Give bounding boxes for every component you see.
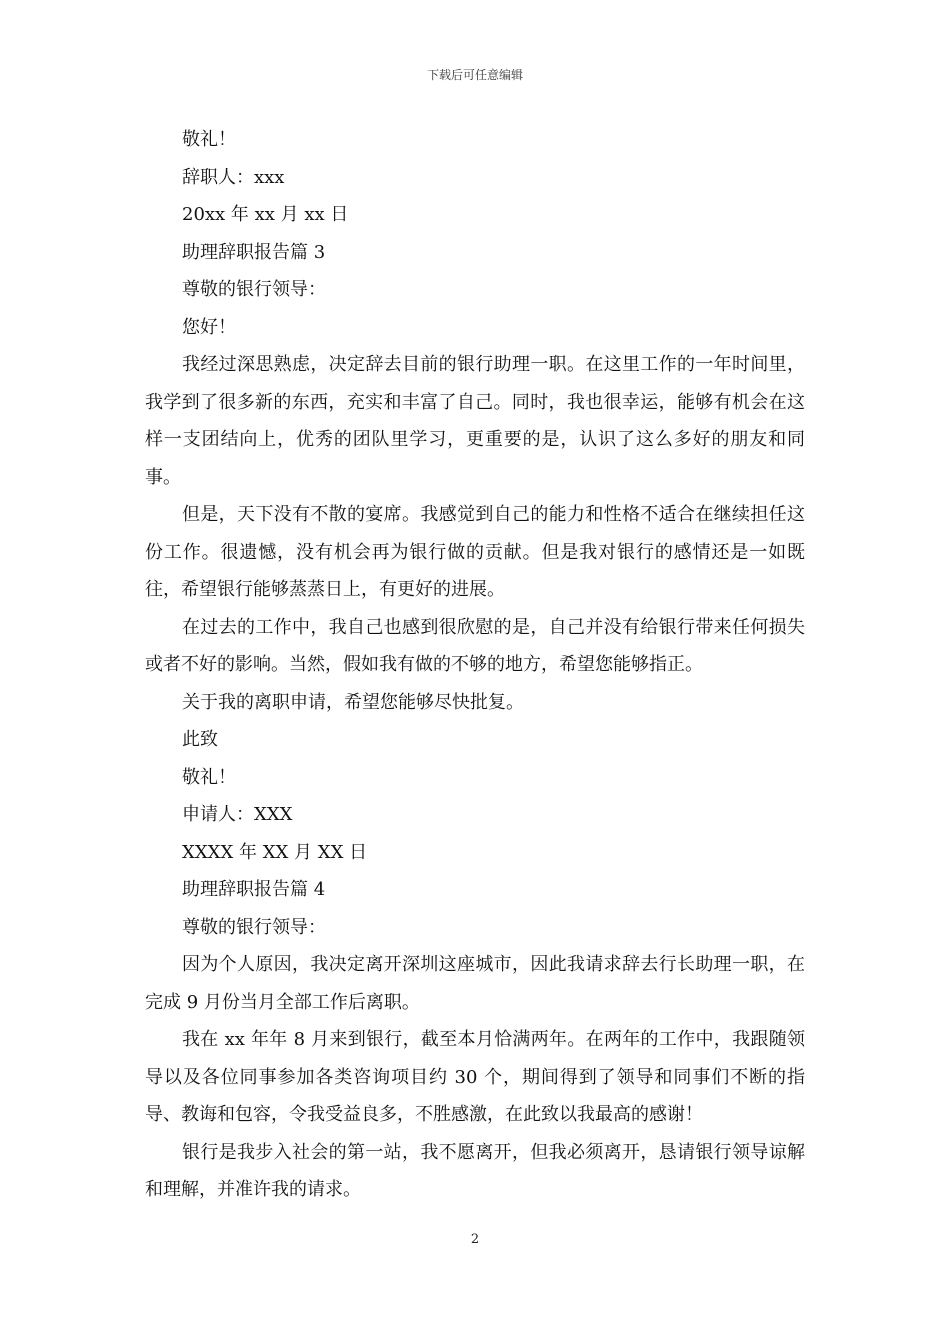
date-line: 20xx 年 xx 月 xx 日: [182, 204, 349, 225]
page-number: 2: [470, 1232, 480, 1247]
resigner-signature: 辞职人：xxx: [182, 166, 285, 188]
document-body: [145, 121, 805, 1209]
request-line: 关于我的离职申请，希望您能够尽快批复。: [182, 691, 524, 713]
applicant-signature: 申请人：XXX: [182, 804, 293, 825]
closing-salute: 敬礼！: [182, 766, 236, 788]
body-paragraph: 因为个人原因，我决定离开深圳这座城市，因此我请求辞去行长助理一职，在完成 9 月份当月全部工作后离职。: [145, 954, 805, 1013]
section-title-3: 助理辞职报告篇 3: [182, 241, 326, 263]
closing-phrase: 此致: [182, 729, 218, 750]
body-paragraph: 但是，天下没有不散的宴席。我感觉到自己的能力和性格不适合在继续担任这份工作。很遗憾，没有机会再为银行做的贡献。但是我对银行的感情还是一如既往，希望银行能够蒸蒸日上，有更好的进展。: [145, 504, 805, 600]
greeting: 您好！: [182, 316, 236, 338]
page-header: 下载后可任意编辑: [426, 68, 523, 82]
body-paragraph: 我在 xx 年年 8 月来到银行，截至本月恰满两年。在两年的工作中，我跟随领导以及各位同事参加各类咨询项目约 30 个，期间得到了领导和同事们不断的指导、教诲和包容，令我受益良多，不胜感激，在此致以我最高的感谢！: [145, 1029, 805, 1125]
body-paragraph: 银行是我步入社会的第一站，我不愿离开，但我必须离开，恳请银行领导谅解和理解，并准许我的请求。: [145, 1141, 805, 1200]
salutation: 尊敬的银行领导：: [182, 916, 326, 938]
body-paragraph: 在过去的工作中，我自己也感到很欣慰的是，自己并没有给银行带来任何损失或者不好的影响。当然，假如我有做的不够的地方，希望您能够指正。: [145, 616, 805, 675]
closing-salute: 敬礼！: [182, 129, 236, 150]
section-title-4: 助理辞职报告篇 4: [182, 879, 326, 900]
body-paragraph: 我经过深思熟虑，决定辞去目前的银行助理一职。在这里工作的一年时间里，我学到了很多新的东西，充实和丰富了自己。同时，我也很幸运，能够有机会在这样一支团结向上，优秀的团队里学习，更重要的是，认识了这么多好的朋友和同事。: [145, 354, 805, 488]
salutation: 尊敬的银行领导：: [182, 279, 326, 300]
date-line: XXXX 年 XX 月 XX 日: [182, 841, 368, 863]
